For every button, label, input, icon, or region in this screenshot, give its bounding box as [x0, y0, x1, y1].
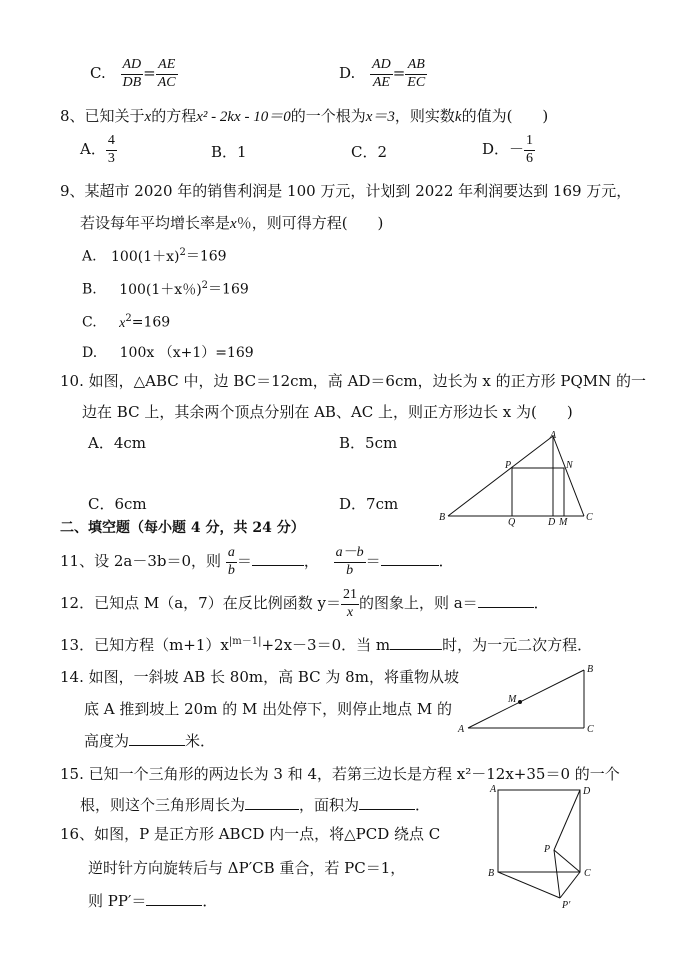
- q8-option-d-fraction: $\frac{1}{6}$: [526, 133, 534, 166]
- fig16-segment-pd: [554, 790, 580, 850]
- q15-blank-perimeter[interactable]: [245, 808, 299, 810]
- q14-stem-line3: 高度为 米．: [84, 732, 216, 750]
- q9-option-a[interactable]: A. $100(1+x)^2=169$: [82, 247, 227, 265]
- q8-option-d[interactable]: D．－ $\frac{1}{6}$: [482, 133, 534, 166]
- fig14-label-a: A: [458, 724, 465, 735]
- q8-option-a[interactable]: A． $\frac{4}{3}$: [80, 133, 115, 166]
- fig10-label-a: A: [550, 430, 557, 441]
- fig16-label-p-prime: P′: [562, 900, 571, 910]
- q7-option-c[interactable]: C. $\frac{AD}{DB}$ = $\frac{AE}{AC}$: [90, 57, 176, 90]
- fig14-point-m: [518, 700, 522, 704]
- q10-option-c[interactable]: C．6cm: [88, 495, 147, 513]
- fig16-segment-pprime-c: [560, 872, 580, 898]
- q7-option-d-right-fraction: $\frac{AB}{EC}$: [407, 57, 426, 90]
- q9-option-d[interactable]: D. 100x （x+1）=169: [82, 345, 254, 361]
- q13-blank[interactable]: [390, 648, 442, 650]
- q14-stem-line1: 14. 如图，一斜坡 AB 长 80m，高 BC 为 8m，将重物从坡: [60, 668, 459, 686]
- q7-option-c-left-fraction: $\frac{AD}{DB}$: [122, 57, 142, 90]
- q10-stem-line2: 边在 BC 上，其余两个顶点分别在 AB、AC 上，则正方形边长 x 为( ): [82, 403, 573, 421]
- fig14-label-m: M: [508, 694, 517, 705]
- q16-square-rotation-figure: [484, 780, 604, 910]
- fig16-segment-pprime-b: [498, 872, 560, 898]
- fig10-square-pqmn: [512, 468, 564, 516]
- fig10-label-b: B: [439, 512, 446, 523]
- q7-option-d-left-fraction: $\frac{AD}{AE}$: [372, 57, 391, 90]
- q15-stem-line2: 根，则这个三角形周长为 ，面积为 ．: [80, 796, 431, 814]
- fig16-label-b: B: [488, 868, 495, 879]
- fig16-label-p: P: [544, 844, 551, 855]
- fig16-label-c: C: [584, 868, 591, 879]
- q7-option-d-label: D.: [339, 64, 356, 83]
- fig10-side-ac: [553, 436, 584, 516]
- fig10-label-q: Q: [508, 517, 516, 528]
- fig10-label-c: C: [586, 512, 593, 523]
- q12-blank[interactable]: [478, 606, 534, 608]
- fig10-label-d: D: [548, 517, 556, 528]
- q11-blank-1[interactable]: [252, 564, 304, 566]
- fig10-label-m: M: [559, 517, 568, 528]
- fig14-label-c: C: [587, 724, 594, 735]
- fig10-label-n: N: [566, 460, 573, 471]
- q12-fraction: $\frac{21}{x}$: [342, 587, 357, 620]
- q14-slope-figure: [456, 660, 606, 740]
- q8-option-a-fraction: $\frac{4}{3}$: [107, 133, 115, 166]
- q7-option-c-label: C.: [90, 64, 106, 83]
- q15-blank-area[interactable]: [359, 808, 415, 810]
- q7-option-d[interactable]: D. $\frac{AD}{AE}$ = $\frac{AB}{EC}$: [339, 57, 426, 90]
- q10-option-d[interactable]: D．7cm: [339, 495, 399, 513]
- q10-option-a[interactable]: A．4cm: [88, 434, 147, 452]
- q8-stem: 8、已知关于x的方程x² - 2kx - 10＝0的一个根为x＝3，则实数k的值为( ): [60, 107, 549, 125]
- q14-blank[interactable]: [129, 744, 185, 746]
- q9-stem-line2: 若设每年平均增长率是x％，则可得方程( ): [80, 214, 384, 232]
- q14-stem-line2: 底 A 推到坡上 20m 的 M 出处停下，则停止地点 M 的: [84, 700, 453, 718]
- q11-fraction-a-minus-b-over-b: $\frac{a-b}{b}$: [335, 545, 364, 578]
- q16-stem-line3: 则 PP′＝ ．: [88, 892, 218, 910]
- q8-option-c[interactable]: C．2: [351, 143, 388, 161]
- q9-stem-line1: 9、某超市 2020 年的销售利润是 100 万元，计划到 2022 年利润要达到 169 万元，: [60, 182, 632, 200]
- q15-stem-line1: 15. 已知一个三角形的两边长为 3 和 4，若第三边长是方程 x²－12x+35＝0 的一个: [60, 765, 620, 783]
- q10-triangle-square-figure: [438, 430, 603, 528]
- fig16-label-d: D: [583, 786, 591, 797]
- fig10-label-p: P: [505, 460, 512, 471]
- q9-option-c[interactable]: C. $x^2=169$: [82, 313, 171, 331]
- q9-option-b[interactable]: B. 100(1＋x％)$^2$＝169: [82, 280, 249, 298]
- fig16-segment-p-pprime: [554, 850, 560, 898]
- q13-line: 13．已知方程$(m+1)x^{|m-1|}+2x-3=0$．当 m 时，为一元二次方程．: [60, 636, 593, 654]
- q10-option-b[interactable]: B．5cm: [339, 434, 398, 452]
- q10-stem-line1: 10. 如图，△ABC 中，边 BC＝12cm，高 AD＝6cm，边长为 x 的正方形 PQMN 的一: [60, 372, 646, 390]
- fig16-label-a: A: [490, 784, 497, 795]
- fig16-segment-pc: [554, 850, 580, 872]
- q16-stem-line1: 16、如图，P 是正方形 ABCD 内一点，将△PCD 绕点 C: [60, 825, 441, 843]
- fig14-slope-ab: [468, 670, 584, 728]
- q7-option-c-right-fraction: $\frac{AE}{AC}$: [157, 57, 176, 90]
- q8-option-b[interactable]: B．1: [211, 143, 247, 161]
- fig10-side-ab: [448, 436, 553, 516]
- fig16-square-abcd: [498, 790, 580, 872]
- q16-stem-line2: 逆时针方向旋转后与 ΔP′CB 重合，若 PC＝1，: [88, 859, 406, 877]
- q11-blank-2[interactable]: [381, 564, 439, 566]
- section-fill-in-title: 二、填空题（每小题 4 分，共 24 分）: [60, 520, 305, 536]
- q16-blank[interactable]: [146, 904, 202, 906]
- fig14-label-b: B: [587, 664, 594, 675]
- q11-fraction-a-over-b: $\frac{a}{b}$: [227, 545, 235, 578]
- q11-line: 11、设 2a－3b＝0，则 $\frac{a}{b}$ ＝ ， $\frac{a-b}{b}$ ＝ ．: [60, 545, 454, 578]
- q12-line: 12．已知点 M（a，7）在反比例函数 y＝ $\frac{21}{x}$ 的图象上，则 a＝ ．: [60, 587, 549, 620]
